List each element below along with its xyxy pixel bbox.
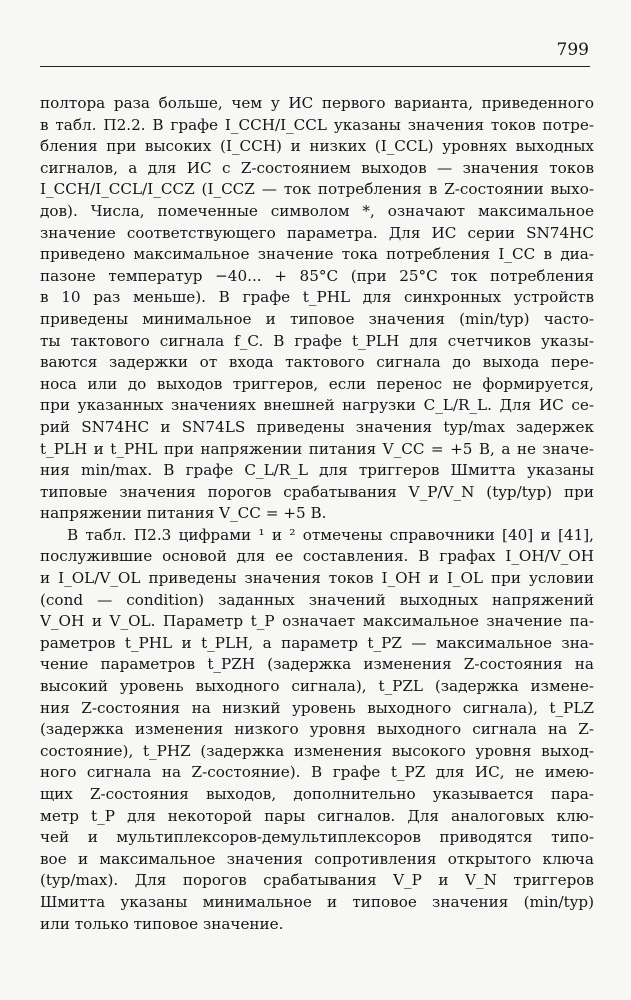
- text-line: ния min/max. В графе C_L/R_L для триггеров Шмитта указаны: [40, 461, 594, 480]
- text-line: в табл. П2.2. В графе I_CCH/I_CCL указаны значения токов потре-: [40, 115, 594, 134]
- text-line: значение соответствующего параметра. Для ИС серии SN74HC: [40, 223, 594, 242]
- text-line: I_CCH/I_CCL/I_CCZ (I_CCZ — ток потребления в Z-состоянии выхо-: [40, 180, 594, 199]
- text-line: рий SN74HC и SN74LS приведены значения typ/max задержек: [40, 417, 594, 436]
- text-line: дов). Числа, помеченные символом *, означают максимальное: [40, 201, 594, 220]
- text-line: V_OH и V_OL. Параметр t_P означает максимальное значение па-: [40, 612, 594, 631]
- text-line: щих Z-состояния выходов, дополнительно указывается пара-: [40, 785, 594, 803]
- text-line: носа или до выходов триггеров, если перенос не формируется,: [40, 374, 594, 393]
- text-line: метр t_P для некоторой пары сигналов. Для аналоговых клю-: [40, 806, 594, 825]
- text-line: пазоне температур −40... + 85°C (при 25°C ток потребления: [40, 266, 594, 285]
- paragraph-1: [40, 93, 594, 525]
- text-line: раметров t_PHL и t_PLH, а параметр t_PZ — максимальное зна-: [40, 633, 594, 652]
- text-line: приведено максимальное значение тока потребления I_CC в диа-: [40, 245, 594, 264]
- text-line: ния Z-состояния на низкий уровень выходного сигнала), t_PLZ: [40, 698, 594, 717]
- text-line: ваются задержки от входа тактового сигнала до выхода пере-: [40, 353, 594, 372]
- header-rule: [40, 66, 590, 67]
- text-line: напряжении питания V_CC = +5 В.: [40, 504, 327, 523]
- text-line: (задержка изменения низкого уровня выходного сигнала на Z-: [40, 720, 594, 739]
- text-line: высокий уровень выходного сигнала), t_PZL (задержка измене-: [40, 677, 594, 696]
- text-line: t_PLH и t_PHL при напряжении питания V_CC = +5 В, а не значе-: [40, 439, 594, 458]
- text-line: полтора раза больше, чем у ИС первого варианта, приведенного: [40, 94, 594, 112]
- text-line: в 10 раз меньше). В графе t_PHL для синхронных устройств: [40, 288, 594, 307]
- text-line: вое и максимальное значения сопротивления открытого ключа: [40, 849, 594, 868]
- text-line: ты тактового сигнала f_C. В графе t_PLH для счетчиков указы-: [40, 331, 594, 350]
- text-line: типовые значения порогов срабатывания V_P/V_N (typ/typ) при: [40, 482, 594, 501]
- text-line: сигналов, а для ИС с Z-состоянием выходов — значения токов: [40, 158, 594, 177]
- text-line: (typ/max). Для порогов срабатывания V_P и V_N триггеров: [40, 871, 594, 890]
- text-line: В табл. П2.3 цифрами ¹ и ² отмечены справочники [40] и [41],: [67, 525, 594, 544]
- text-line: и I_OL/V_OL приведены значения токов I_OH и I_OL при условии: [40, 569, 594, 588]
- text-line: или только типовое значение.: [40, 914, 284, 933]
- paragraph-2: [40, 525, 594, 935]
- text-line: (cond — condition) заданных значений выходных напряжений: [40, 590, 594, 609]
- page-number: 799: [556, 40, 589, 60]
- body-text: [40, 93, 594, 935]
- text-line: чение параметров t_PZH (задержка изменения Z-состояния на: [40, 655, 594, 674]
- text-line: чей и мультиплексоров-демультиплексоров приводятся типо-: [40, 828, 594, 847]
- text-line: приведены минимальное и типовое значения (min/typ) часто-: [40, 309, 594, 328]
- text-line: бления при высоких (I_CCH) и низких (I_CCL) уровнях выходных: [40, 137, 594, 156]
- text-line: состояние), t_PHZ (задержка изменения высокого уровня выход-: [40, 741, 594, 760]
- text-line: при указанных значениях внешней нагрузки C_L/R_L. Для ИС се-: [40, 396, 594, 415]
- text-line: послужившие основой для ее составления. В графах I_OH/V_OH: [40, 547, 594, 566]
- text-line: Шмитта указаны минимальное и типовое значения (min/typ): [40, 892, 594, 911]
- text-line: ного сигнала на Z-состояние). В графе t_PZ для ИС, не имею-: [40, 763, 594, 782]
